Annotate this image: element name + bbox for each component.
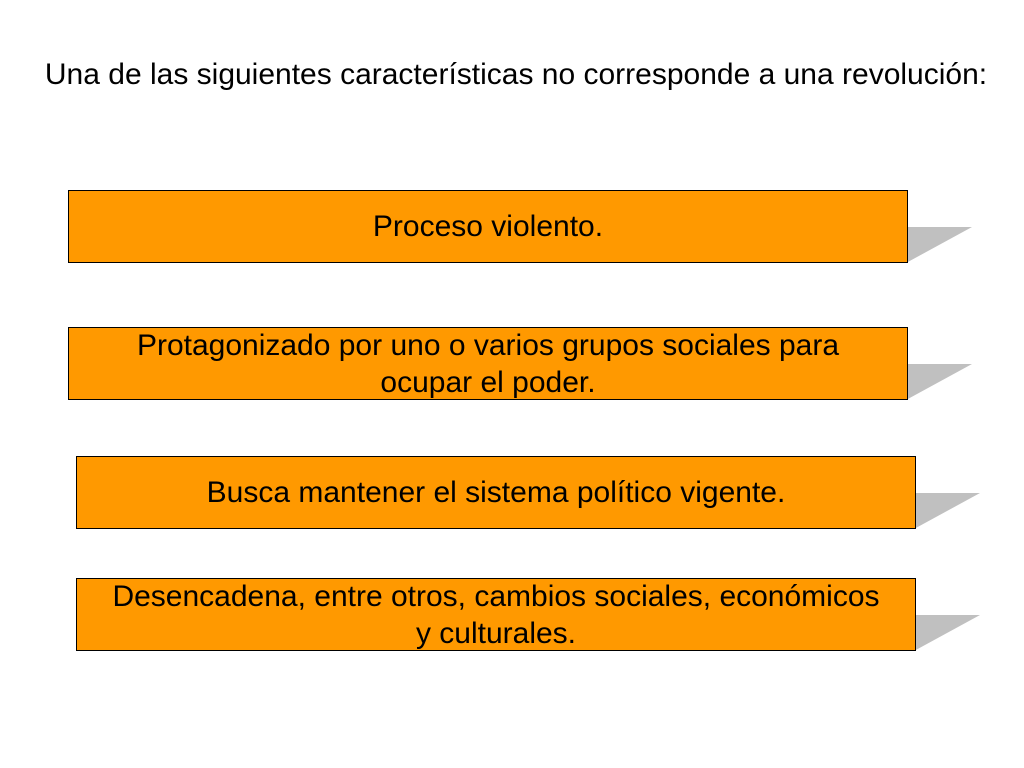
answer-option-box[interactable] (76, 578, 916, 651)
question-title: Una de las siguientes características no corresponde a una revolución: (44, 58, 988, 91)
answer-option-label: Proceso violento. (372, 210, 604, 243)
answer-option-2[interactable] (68, 327, 972, 400)
answer-option-box[interactable] (68, 327, 908, 400)
answer-option-box[interactable] (76, 456, 916, 529)
answer-option-1[interactable] (68, 190, 972, 263)
answer-option-4[interactable] (76, 578, 980, 651)
answer-option-3[interactable] (76, 456, 980, 529)
answer-option-label: Busca mantener el sistema político vigente. (206, 476, 786, 509)
answer-option-label: Desencadena, entre otros, cambios sociales, económicos y culturales. (112, 579, 880, 650)
answer-option-label: Protagonizado por uno o varios grupos sociales para ocupar el poder. (136, 328, 840, 399)
answer-option-box[interactable] (68, 190, 908, 263)
